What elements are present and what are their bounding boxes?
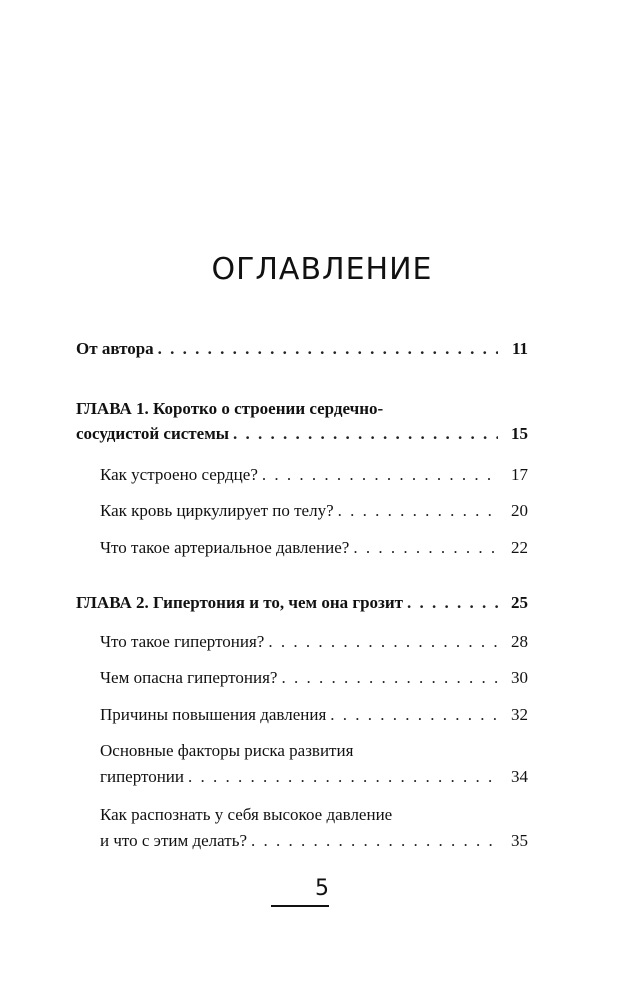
toc-entry-title: Причины повышения давления <box>100 705 327 724</box>
toc-entry-section <box>100 704 528 726</box>
dot-leader <box>330 704 498 726</box>
toc-entry-section <box>100 537 528 559</box>
page-number: 5 <box>315 876 329 901</box>
toc-entry-chapter-2 <box>76 592 528 614</box>
toc-entry-section <box>100 667 528 689</box>
toc-entry-section <box>100 500 528 522</box>
toc-entry-section <box>100 631 528 653</box>
dot-leader <box>188 766 498 788</box>
toc-row <box>100 500 528 522</box>
page-title: ОГЛАВЛЕНИЕ <box>211 252 433 287</box>
toc-entry-title: гипертонии <box>100 767 184 786</box>
toc-entry-title: Что такое гипертония? <box>100 632 265 651</box>
toc-row <box>76 338 528 360</box>
toc-entry-title: ГЛАВА 2. Гипертония и то, чем она грозит <box>76 593 404 612</box>
toc-entry-title: От автора <box>76 339 154 358</box>
dot-leader <box>281 667 498 689</box>
toc-row <box>100 631 528 653</box>
toc-entry-title: сосудистой системы <box>76 424 230 443</box>
toc-row <box>100 464 528 486</box>
toc-row <box>100 766 528 788</box>
toc-entry-chapter-1 <box>76 398 528 445</box>
toc-page-number: 25 <box>511 593 528 612</box>
dot-leader <box>262 464 498 486</box>
toc-page-number: 11 <box>511 339 528 358</box>
toc-page-number: 17 <box>511 465 528 484</box>
toc-entry-title-line1: Основные факторы риска развития <box>100 741 354 760</box>
toc-row <box>100 830 528 852</box>
toc-page-number: 20 <box>511 501 528 520</box>
dot-leader <box>158 338 498 360</box>
toc-page-number: 15 <box>511 424 528 443</box>
toc-row <box>76 423 528 445</box>
dot-leader <box>268 631 498 653</box>
toc-row <box>100 667 528 689</box>
toc-page-number: 34 <box>511 767 528 786</box>
dot-leader <box>338 500 498 522</box>
dot-leader <box>251 830 498 852</box>
dot-leader <box>407 592 498 614</box>
toc-page-number: 28 <box>511 632 528 651</box>
toc-entry-title: Как устроено сердце? <box>100 465 258 484</box>
toc-row <box>76 592 528 614</box>
toc-page-number: 35 <box>511 831 528 850</box>
toc-page-number: 30 <box>511 668 528 687</box>
page-number-underline <box>271 905 329 907</box>
toc-entry-author-note <box>76 338 528 360</box>
toc-row <box>100 704 528 726</box>
toc-page-number: 22 <box>511 538 528 557</box>
toc-entry-section <box>100 464 528 486</box>
toc-entry-title-line1: Как распознать у себя высокое давление <box>100 805 393 824</box>
toc-entry-title: Как кровь циркулирует по телу? <box>100 501 334 520</box>
toc-entry-section <box>100 804 528 852</box>
toc-entry-title-line1: ГЛАВА 1. Коротко о строении сердечно- <box>76 399 384 418</box>
dot-leader <box>353 537 498 559</box>
dot-leader <box>233 423 498 445</box>
toc-entry-title: Чем опасна гипертония? <box>100 668 278 687</box>
toc-row <box>100 537 528 559</box>
toc-entry-title: Что такое артериальное давление? <box>100 538 350 557</box>
toc-entry-title: и что с этим делать? <box>100 831 247 850</box>
toc-entry-section <box>100 740 528 788</box>
toc-page-number: 32 <box>511 705 528 724</box>
